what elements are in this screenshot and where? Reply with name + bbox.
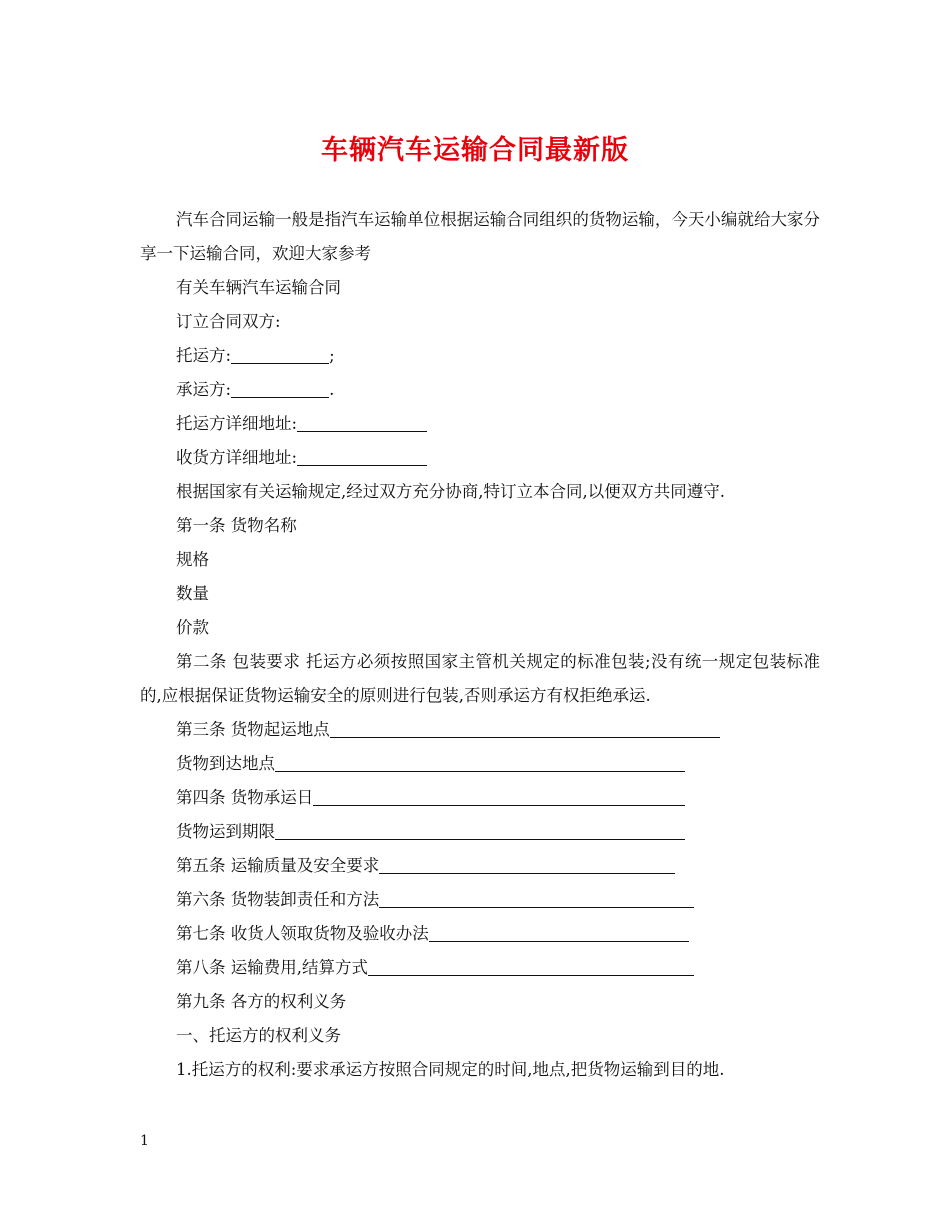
article-3-blank [330,717,720,738]
parties-label: 订立合同双方: [176,312,281,331]
document-body [140,203,820,1087]
destination-line: 货物到达地点 [140,747,820,781]
consignee-address-line: 收货方详细地址: [140,441,820,475]
shipper-address-blank [297,411,427,432]
article-2: 第二条 包装要求 托运方必须按照国家主管机关规定的标准包装;没有统一规定包装标准的,应根据保证货物运输安全的原则进行包装,否则承运方有权拒绝承运. [140,652,820,705]
quantity-label: 数量 [176,584,209,603]
consignee-address-blank [297,445,427,466]
article-7-line: 第七条 收货人领取货物及验收办法 [140,917,820,951]
shipper-address-line: 托运方详细地址: [140,407,820,441]
article-5-blank [379,853,675,874]
article-1: 第一条 货物名称 [176,516,297,535]
article-7-blank [429,921,689,942]
article-3-line: 第三条 货物起运地点 [140,713,820,747]
shipper-blank [231,343,329,364]
page-number: 1 [140,1133,149,1149]
destination-blank [275,751,685,772]
article-8-line: 第八条 运输费用,结算方式 [140,951,820,985]
intro-paragraph: 汽车合同运输一般是指汽车运输单位根据运输合同组织的货物运输，今天小编就给大家分享一下运输合同，欢迎大家参考 [140,210,820,263]
document-title: 车辆汽车运输合同最新版 [321,135,629,166]
shipper-line: 托运方: ; [140,339,820,373]
delivery-deadline-blank [275,819,685,840]
article-9: 第九条 各方的权利义务 [176,992,347,1011]
agreement-statement: 根据国家有关运输规定,经过双方充分协商,特订立本合同,以便双方共同遵守. [176,482,725,501]
delivery-deadline-line: 货物运到期限 [140,815,820,849]
article-5-line: 第五条 运输质量及安全要求 [140,849,820,883]
carrier-blank [231,377,329,398]
article-4-line: 第四条 货物承运日 [140,781,820,815]
price-label: 价款 [176,618,209,637]
article-4-blank [313,785,685,806]
contract-heading: 有关车辆汽车运输合同 [176,278,341,297]
spec-label: 规格 [176,550,209,569]
article-6-blank [379,887,694,908]
shipper-rights-item-1: 1.托运方的权利:要求承运方按照合同规定的时间,地点,把货物运输到目的地. [176,1060,725,1079]
shipper-rights-heading: 一、托运方的权利义务 [176,1026,341,1045]
article-8-blank [368,955,694,976]
carrier-line: 承运方: . [140,373,820,407]
article-6-line: 第六条 货物装卸责任和方法 [140,883,820,917]
